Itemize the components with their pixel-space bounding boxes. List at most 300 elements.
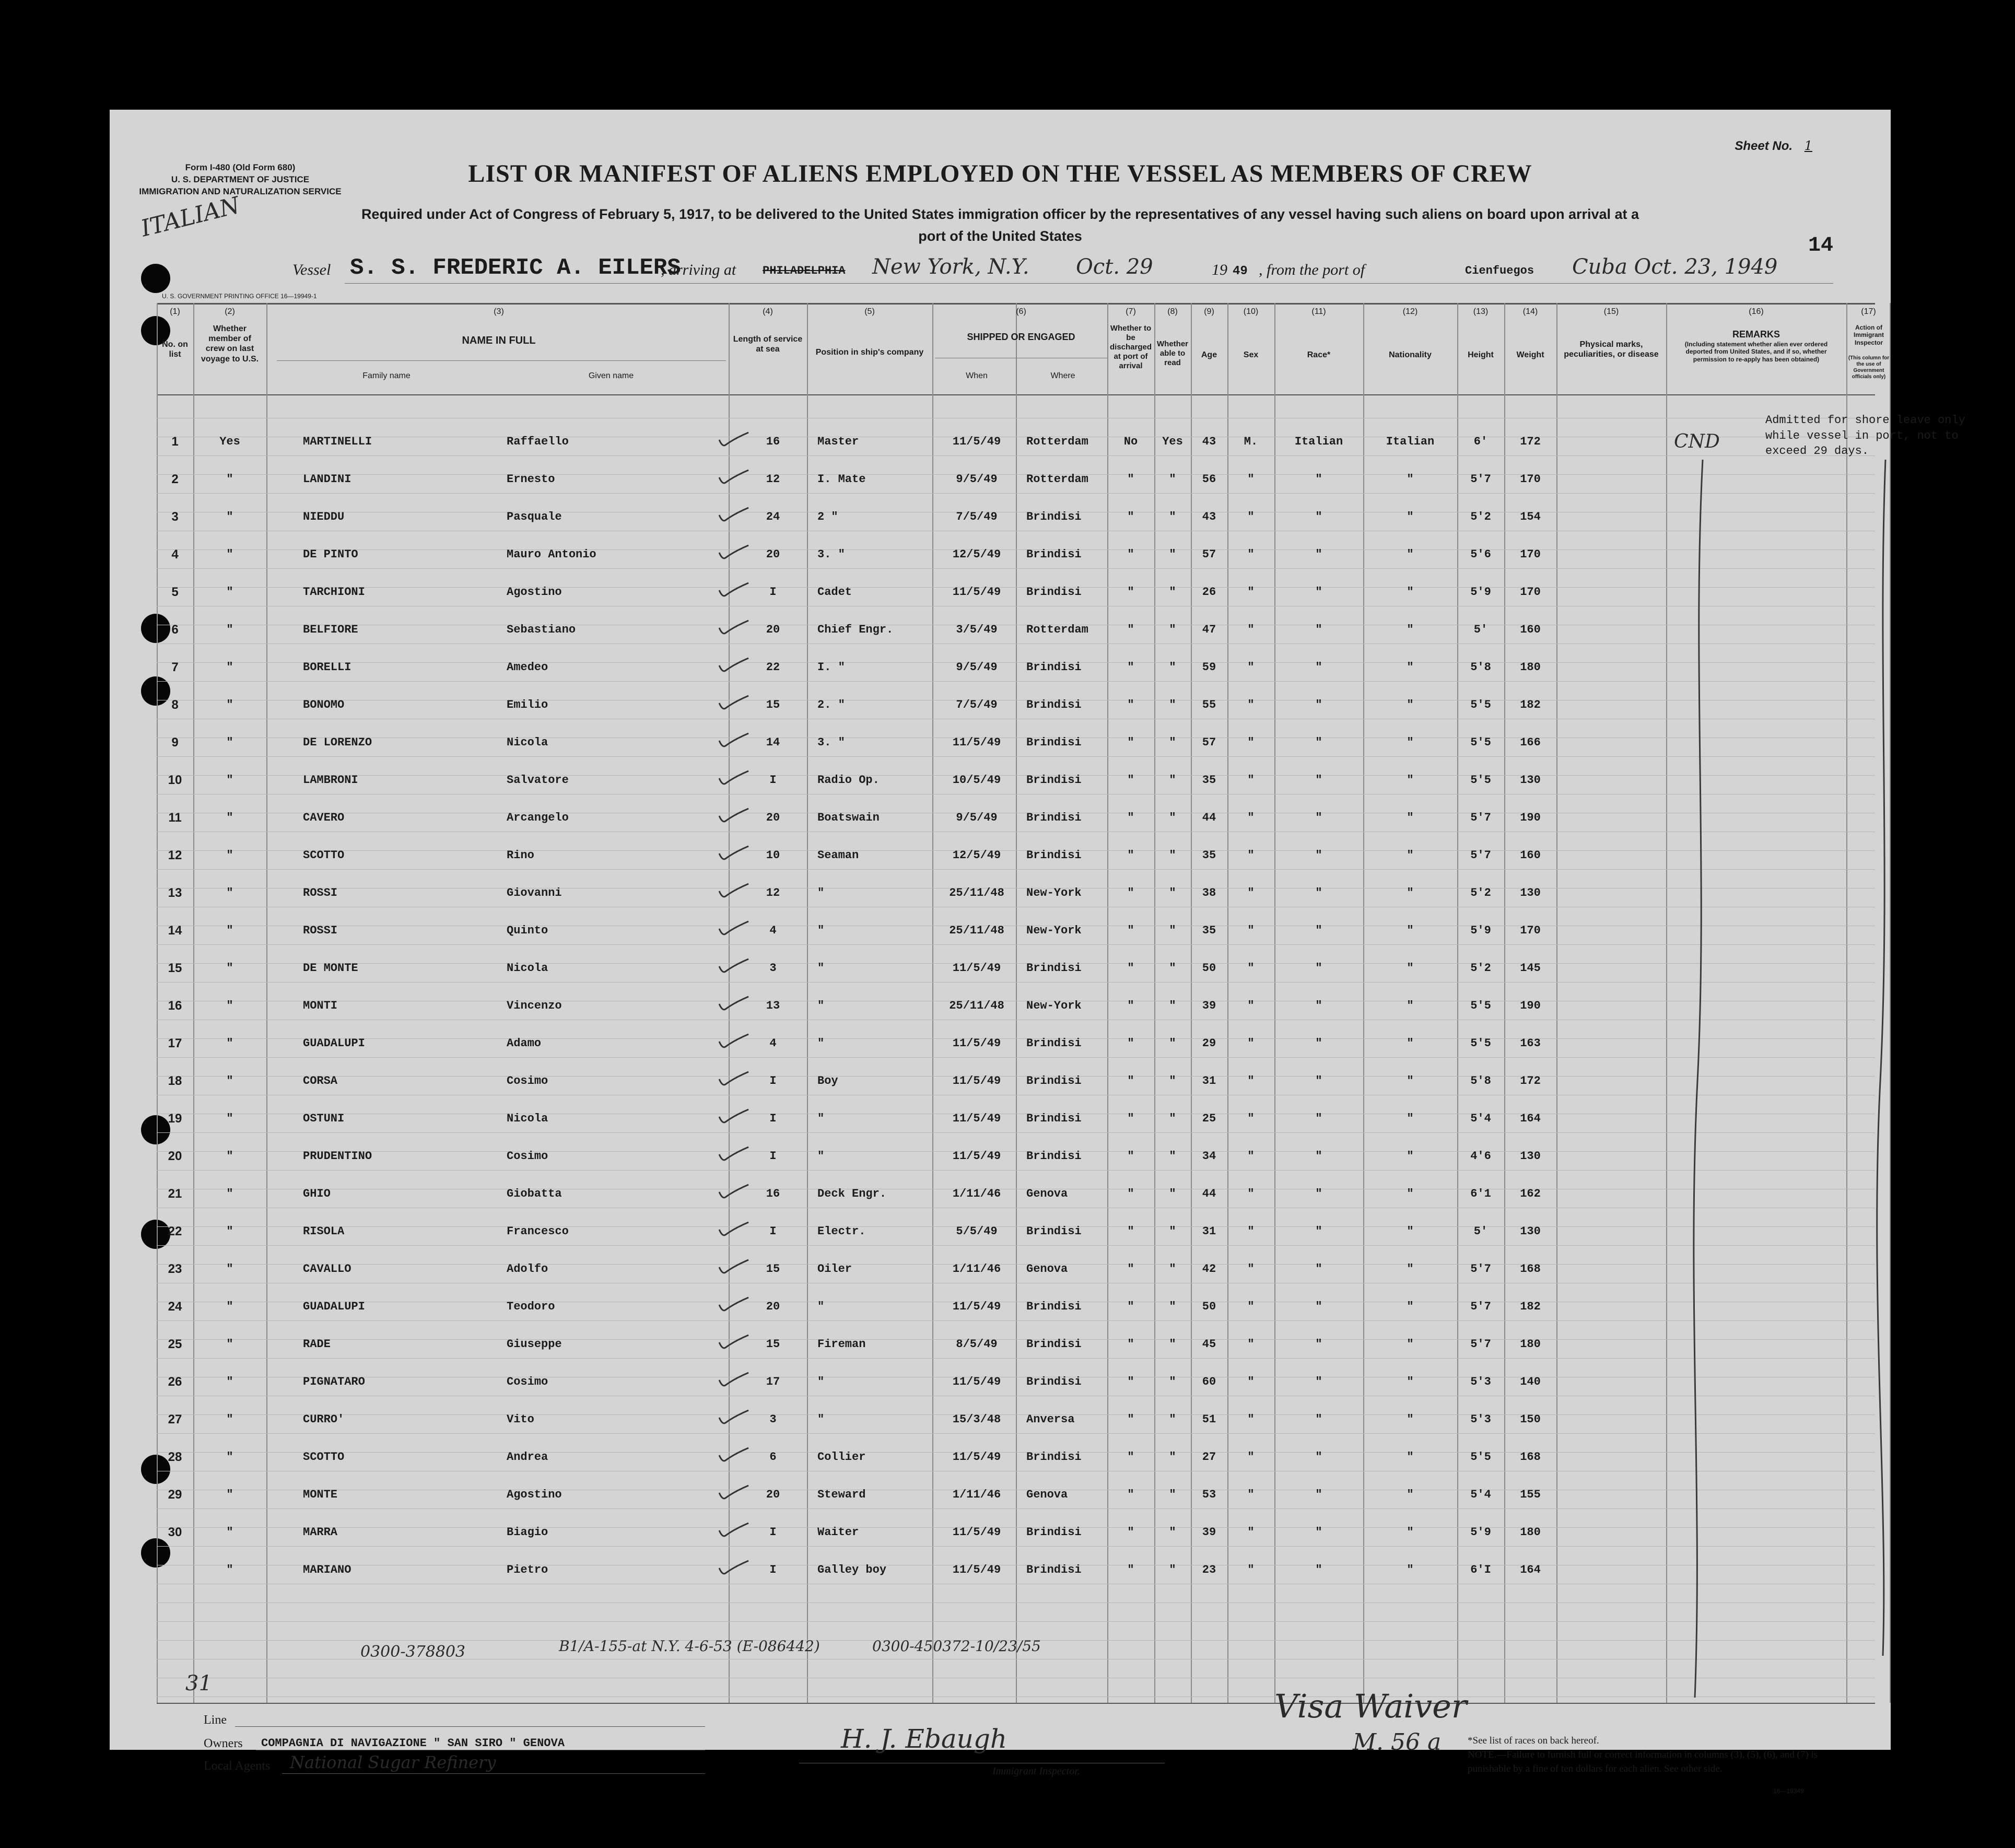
cell-service: I [769,1074,777,1087]
cell-family: MARIANO [303,1563,352,1576]
agents-field [282,1773,705,1774]
cell-service: I [769,1526,777,1539]
checkmark-icon [718,1372,749,1389]
cell-race: " [1315,473,1322,486]
table-row [110,1288,1891,1326]
cell-age: 38 [1202,886,1216,899]
cell-crew: " [226,548,233,561]
cell-service: 16 [766,1187,780,1200]
checkmark-icon [718,695,749,712]
cell-age: 34 [1202,1150,1216,1163]
cell-service: 20 [766,1300,780,1313]
cell-service: 16 [766,435,780,448]
row-number: 2 [171,472,179,486]
cell-race: " [1315,661,1322,674]
colhead-remarks-note: (Including statement whether alien ever ordered deported from United States, and if so, whether permission to re-apply has been obtained) [1684,341,1828,363]
cell-weight: 160 [1520,849,1541,862]
form-code: 16—19349 [1773,1787,1804,1795]
table-row [110,1175,1891,1213]
cell-crew: " [226,1150,233,1163]
cell-sex: " [1247,1074,1255,1087]
cell-discharged: " [1127,1187,1134,1200]
table-row [110,423,1891,461]
cell-when: 12/5/49 [952,849,1001,862]
cell-discharged: " [1127,1338,1134,1351]
cell-when: 11/5/49 [952,1074,1001,1087]
cell-given: Teodoro [507,1300,555,1313]
cell-weight: 164 [1520,1563,1541,1576]
cell-sex: " [1247,623,1255,636]
cell-discharged: " [1127,1150,1134,1163]
cell-read: Yes [1162,435,1183,448]
cell-crew: " [226,1262,233,1276]
cell-age: 57 [1202,548,1216,561]
colnum-12: (12) [1402,307,1418,316]
cell-race: " [1315,962,1322,975]
checkmark-icon [718,808,749,825]
cell-where: Brindisi [1026,1375,1082,1388]
cell-given: Raffaello [507,435,569,448]
vessel-name: S. S. FREDERIC A. EILERS [350,255,681,281]
cell-weight: 162 [1520,1187,1541,1200]
cell-position: Boatswain [817,811,880,824]
cell-weight: 130 [1520,774,1541,787]
row-number: 21 [168,1187,182,1201]
cell-sex: " [1247,1488,1255,1501]
race-note: *See list of races on back hereof. [1468,1735,1599,1746]
cell-nationality: " [1407,1338,1414,1351]
cell-family: CURRO' [303,1413,345,1426]
cell-when: 8/5/49 [956,1338,998,1351]
cell-height: 5'5 [1470,774,1491,787]
cell-crew: " [226,811,233,824]
cell-given: Adamo [507,1037,542,1050]
colnum-2: (2) [225,307,235,316]
cell-race: " [1315,586,1322,599]
table-row [110,574,1891,611]
checkmark-icon [718,1484,749,1502]
cell-race: " [1315,1338,1322,1351]
cell-crew: " [226,1074,233,1087]
cell-family: RISOLA [303,1225,345,1238]
cell-when: 25/11/48 [949,886,1004,899]
table-row [110,461,1891,498]
cell-race: " [1315,1187,1322,1200]
cell-sex: " [1247,1375,1255,1388]
cell-sex: " [1247,1262,1255,1276]
cell-crew: " [226,849,233,862]
cell-race: " [1315,1563,1322,1576]
cell-family: SCOTTO [303,849,345,862]
table-row [110,1401,1891,1438]
cell-weight: 182 [1520,698,1541,711]
cell-sex: " [1247,661,1255,674]
row-number: 29 [168,1488,182,1502]
checkmark-icon [718,1522,749,1540]
cell-race: " [1315,849,1322,862]
cell-when: 11/5/49 [952,736,1001,749]
cell-nationality: Italian [1386,435,1435,448]
cell-height: 5'2 [1470,886,1491,899]
table-row [110,912,1891,950]
cell-given: Quinto [507,924,548,937]
cell-where: Brindisi [1026,1150,1082,1163]
colhead-where: Where [1050,371,1075,380]
cell-where: Genova [1026,1262,1068,1276]
agents-label: Local Agents [204,1759,271,1773]
table-row [110,762,1891,799]
cell-given: Francesco [507,1225,569,1238]
cell-read: " [1169,736,1176,749]
cell-position: " [817,1413,825,1426]
cell-weight: 154 [1520,510,1541,523]
table-row [110,1326,1891,1363]
colhead-physical-marks: Physical marks, peculiarities, or disease [1564,340,1659,359]
row-number: 15 [168,961,182,975]
cell-family: TARCHIONI [303,586,365,599]
cell-family: OSTUNI [303,1112,345,1125]
hand-annotation-file-number: 0300-378803 [360,1643,466,1661]
colnum-11: (11) [1311,307,1326,316]
cell-family: DE MONTE [303,962,358,975]
cell-age: 27 [1202,1451,1216,1464]
cell-family: DE PINTO [303,548,358,561]
cell-race: " [1315,623,1322,636]
cell-when: 12/5/49 [952,548,1001,561]
cell-service: 4 [769,1037,777,1050]
cell-service: I [769,774,777,787]
cell-where: Brindisi [1026,1300,1082,1313]
row-number: 25 [168,1337,182,1351]
cell-read: " [1169,1563,1176,1576]
colhead-discharged: Whether to be discharged at port of arrival [1109,324,1152,370]
cell-service: 20 [766,623,780,636]
row-number: 26 [168,1375,182,1389]
ditto-line [1877,460,1885,1656]
checkmark-icon [718,770,749,788]
cell-discharged: " [1127,1526,1134,1539]
colhead-number: No. on list [162,340,188,359]
cell-height: 5'4 [1470,1112,1491,1125]
cell-where: Brindisi [1026,548,1082,561]
row-rule [157,1621,1875,1622]
colnum-14: (14) [1522,307,1538,316]
checkmark-icon [718,507,749,524]
inspector-signature: H. J. Ebaugh [841,1724,1008,1754]
cell-crew: " [226,1526,233,1539]
cell-height: 5'4 [1470,1488,1491,1501]
cell-race: " [1315,811,1322,824]
row-number: 6 [171,623,179,637]
cell-height: 5' [1473,1225,1488,1238]
cell-given: Pasquale [507,510,562,523]
colhead-when: When [966,371,988,380]
cell-race: " [1315,924,1322,937]
cell-service: I [769,1563,777,1576]
cell-read: " [1169,849,1176,862]
cell-position: " [817,962,825,975]
cell-nationality: " [1407,1563,1414,1576]
cell-family: MARRA [303,1526,338,1539]
checkmark-icon [718,1146,749,1164]
cell-read: " [1169,1112,1176,1125]
cell-race: " [1315,1150,1322,1163]
cell-where: Brindisi [1026,1563,1082,1576]
cell-where: Brindisi [1026,736,1082,749]
cell-position: " [817,1150,825,1163]
cell-age: 35 [1202,849,1216,862]
cell-discharged: " [1127,774,1134,787]
cell-service: 22 [766,661,780,674]
visa-waiver-code: M. 56 a [1353,1729,1442,1756]
cell-family: BONOMO [303,698,345,711]
cell-service: I [769,1112,777,1125]
cell-race: " [1315,774,1322,787]
row-number: 19 [168,1112,182,1126]
cell-nationality: " [1407,849,1414,862]
cell-position: Oiler [817,1262,852,1276]
cell-weight: 155 [1520,1488,1541,1501]
cell-nationality: " [1407,811,1414,824]
cell-family: LANDINI [303,473,352,486]
cell-where: Brindisi [1026,962,1082,975]
checkmark-icon [718,1447,749,1465]
cell-crew: " [226,1451,233,1464]
owners-value: COMPAGNIA DI NAVIGAZIONE " SAN SIRO " GENOVA [261,1737,565,1750]
cell-sex: " [1247,548,1255,561]
cell-height: 5'8 [1470,1074,1491,1087]
cell-weight: 130 [1520,1225,1541,1238]
cell-age: 53 [1202,1488,1216,1501]
table-row [110,1100,1891,1138]
service-name: IMMIGRATION AND NATURALIZATION SERVICE [139,186,342,196]
cell-service: 24 [766,510,780,523]
cell-service: 13 [766,999,780,1012]
cell-service: 10 [766,849,780,862]
row-number: 22 [168,1224,182,1238]
cell-when: 7/5/49 [956,698,998,711]
table-row [110,536,1891,574]
cell-height: 5'9 [1470,924,1491,937]
cell-position: I. Mate [817,473,866,486]
cell-position: " [817,1375,825,1388]
cell-age: 57 [1202,736,1216,749]
cell-sex: " [1247,1563,1255,1576]
cell-sex: " [1247,1300,1255,1313]
cell-when: 3/5/49 [956,623,998,636]
cell-age: 42 [1202,1262,1216,1276]
cell-age: 50 [1202,1300,1216,1313]
cell-sex: " [1247,736,1255,749]
year-prefix: 19 [1212,261,1227,278]
cell-nationality: " [1407,698,1414,711]
table-row [110,1514,1891,1551]
cell-family: GHIO [303,1187,331,1200]
row-number: 7 [171,660,179,674]
cell-nationality: " [1407,774,1414,787]
cell-given: Nicola [507,736,548,749]
cell-race: " [1315,1526,1322,1539]
cell-given: Cosimo [507,1074,548,1087]
cell-family: GUADALUPI [303,1300,365,1313]
cell-family: PRUDENTINO [303,1150,372,1163]
cell-age: 60 [1202,1375,1216,1388]
table-row [110,987,1891,1025]
cell-family: CAVERO [303,811,345,824]
cell-read: " [1169,924,1176,937]
colhead-name: NAME IN FULL [462,335,536,346]
cell-discharged: " [1127,623,1134,636]
penalty-note: NOTE.—Failure to furnish full or correct information in columns (3), (5), (6), and (7) is punishable by a fine of ten dollars for each alien. See other side. [1468,1749,1818,1774]
cell-weight: 172 [1520,1074,1541,1087]
cell-where: Brindisi [1026,661,1082,674]
table-row [110,686,1891,724]
cell-race: " [1315,1112,1322,1125]
cell-race: " [1315,886,1322,899]
colhead-given-name: Given name [588,371,634,380]
cell-when: 11/5/49 [952,1526,1001,1539]
cell-read: " [1169,999,1176,1012]
table-row [110,1213,1891,1250]
cell-crew: " [226,698,233,711]
cell-height: 5'5 [1470,736,1491,749]
arrival-date: Oct. 29 [1076,255,1153,279]
checkmark-icon [718,1071,749,1089]
colhead-sex: Sex [1243,350,1259,359]
colnum-7: (7) [1126,307,1136,316]
cell-family: CORSA [303,1074,338,1087]
cell-when: 9/5/49 [956,811,998,824]
inspector-label: Immigrant Inspector. [992,1765,1080,1777]
cell-weight: 164 [1520,1112,1541,1125]
cell-given: Pietro [507,1563,548,1576]
cell-height: 5'3 [1470,1375,1491,1388]
cell-when: 25/11/48 [949,999,1004,1012]
row-number: 3 [171,510,179,524]
colhead-inspector-note: (This column for the use of Government officials only) [1848,355,1890,380]
cell-sex: " [1247,886,1255,899]
cell-discharged: " [1127,1375,1134,1388]
cell-given: Rino [507,849,534,862]
cell-read: " [1169,1338,1176,1351]
cell-service: 20 [766,1488,780,1501]
cell-race: " [1315,1488,1322,1501]
cell-height: 5'5 [1470,698,1491,711]
cell-height: 4'6 [1470,1150,1491,1163]
cell-discharged: " [1127,548,1134,561]
cell-when: 11/5/49 [952,1451,1001,1464]
cell-where: Brindisi [1026,1112,1082,1125]
cell-sex: " [1247,1225,1255,1238]
cell-where: Brindisi [1026,1225,1082,1238]
cell-race: " [1315,736,1322,749]
cell-nationality: " [1407,1187,1414,1200]
cell-sex: M. [1244,435,1258,448]
cell-nationality: " [1407,1037,1414,1050]
cell-when: 25/11/48 [949,924,1004,937]
cell-discharged: " [1127,698,1134,711]
cell-crew: " [226,924,233,937]
cell-read: " [1169,886,1176,899]
cell-discharged: " [1127,586,1134,599]
cell-crew: " [226,999,233,1012]
cell-read: " [1169,1488,1176,1501]
cell-position: I. " [817,661,845,674]
cell-height: 5'7 [1470,811,1491,824]
arriving-label: , arriving at [661,261,736,278]
cell-nationality: " [1407,548,1414,561]
hand-annotation-file-number-2: 0300-450372-10/23/55 [872,1638,1041,1655]
cell-where: Brindisi [1026,811,1082,824]
cell-age: 43 [1202,435,1216,448]
colnum-8: (8) [1167,307,1178,316]
cell-crew: " [226,661,233,674]
checkmark-icon [718,1184,749,1201]
checkmark-icon [718,469,749,487]
cell-age: 43 [1202,510,1216,523]
cell-where: Genova [1026,1187,1068,1200]
checkmark-icon [718,1296,749,1314]
cell-when: 1/11/46 [952,1187,1001,1200]
cell-position: Fireman [817,1338,866,1351]
cell-race: " [1315,1225,1322,1238]
cell-height: 5'9 [1470,586,1491,599]
row-number: 16 [168,999,182,1013]
cell-where: New-York [1026,999,1082,1012]
cell-read: " [1169,623,1176,636]
colnum-5: (5) [864,307,875,316]
checkmark-icon [718,657,749,675]
cell-where: New-York [1026,886,1082,899]
cell-discharged: " [1127,1262,1134,1276]
cell-position: 2 " [817,510,838,523]
cell-sex: " [1247,586,1255,599]
cell-height: 5'7 [1470,1262,1491,1276]
row-number: 18 [168,1074,182,1088]
cell-crew: " [226,1037,233,1050]
cell-age: 50 [1202,962,1216,975]
row-number: 23 [168,1262,182,1276]
cell-given: Cosimo [507,1150,548,1163]
cell-given: Agostino [507,586,562,599]
cell-weight: 170 [1520,473,1541,486]
page-subtitle [214,204,1786,248]
cell-sex: " [1247,698,1255,711]
cell-given: Ernesto [507,473,555,486]
cell-where: Brindisi [1026,1074,1082,1087]
cell-where: Brindisi [1026,510,1082,523]
cell-when: 11/5/49 [952,962,1001,975]
cell-when: 9/5/49 [956,661,998,674]
cell-where: Anversa [1026,1413,1075,1426]
cell-sex: " [1247,1112,1255,1125]
manifest-sheet [110,110,1965,1795]
remarks-initials: CND [1674,431,1720,452]
cell-position: Electr. [817,1225,866,1238]
cell-weight: 168 [1520,1262,1541,1276]
cell-race: " [1315,1074,1322,1087]
row-number: 9 [171,735,179,750]
table-row [110,724,1891,762]
cell-nationality: " [1407,1526,1414,1539]
cell-age: 39 [1202,999,1216,1012]
cell-where: Brindisi [1026,774,1082,787]
checkmark-icon [718,431,749,449]
cell-sex: " [1247,1338,1255,1351]
cell-family: MONTE [303,1488,338,1501]
cell-age: 23 [1202,1563,1216,1576]
colhead-family-name: Family name [362,371,411,380]
